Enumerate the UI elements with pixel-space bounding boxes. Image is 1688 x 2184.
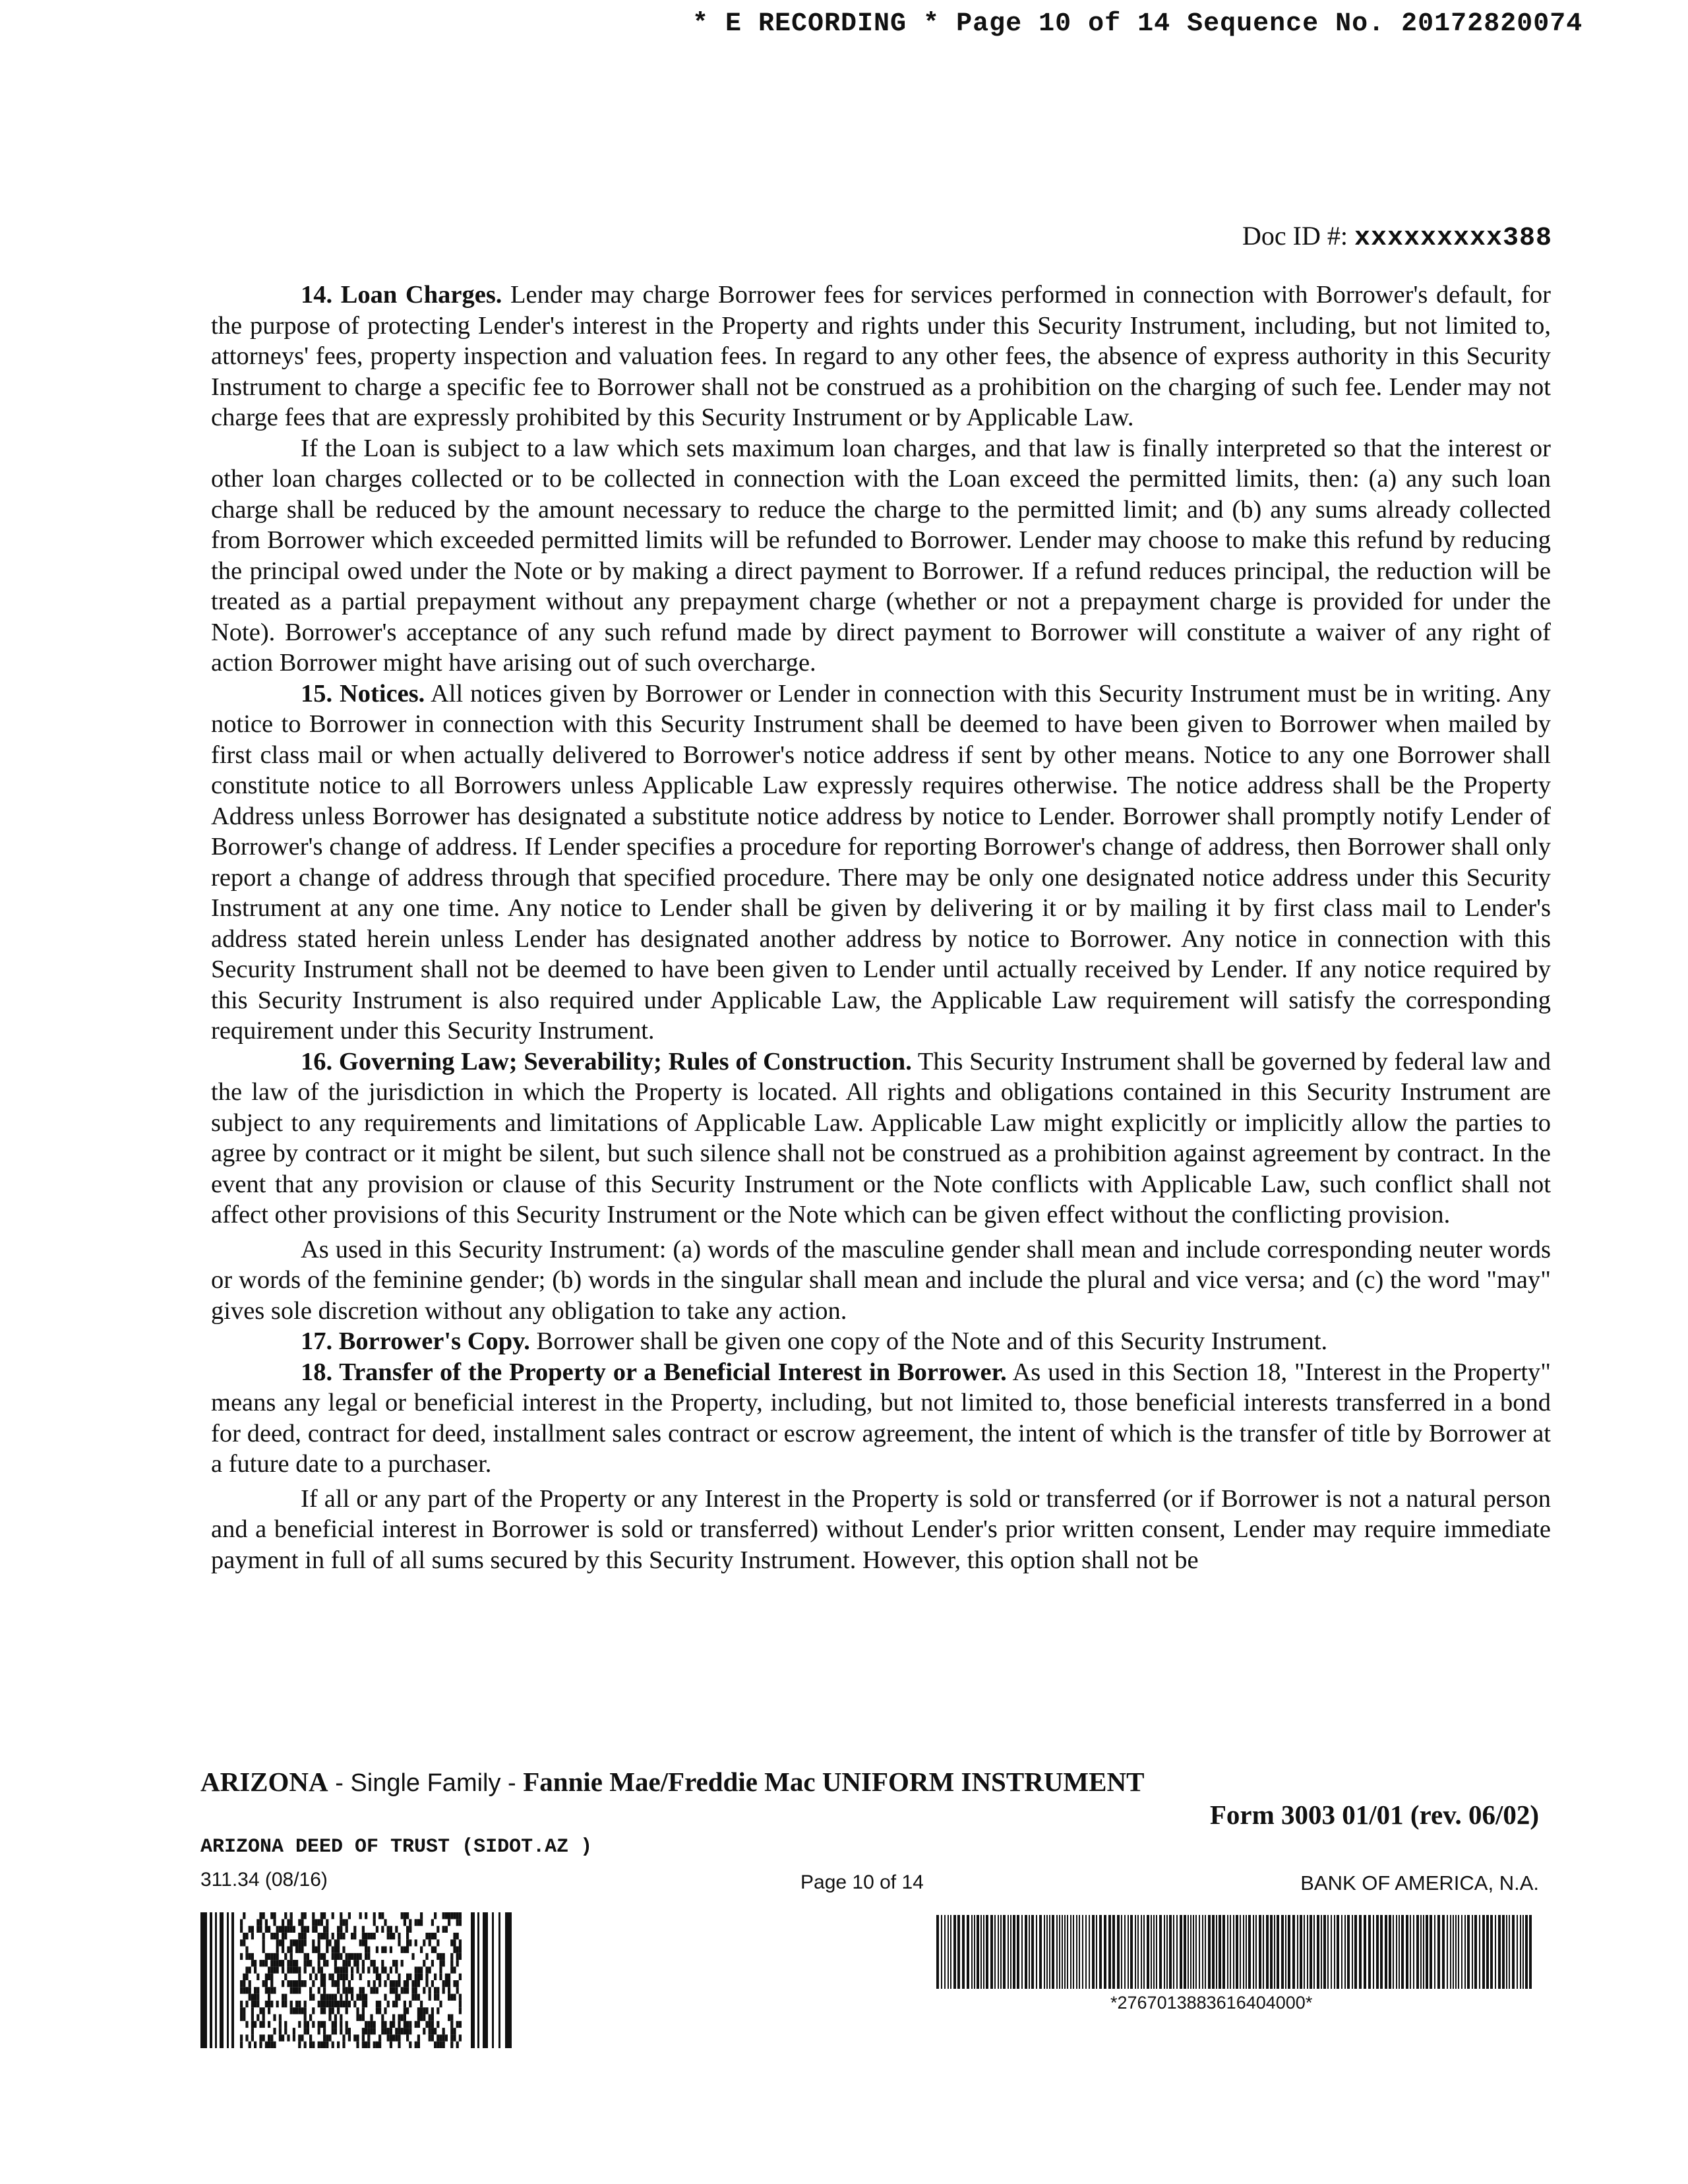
doc-id bbox=[1242, 220, 1552, 253]
recording-header: * E RECORDING * Page 10 of 14 Sequence No. 20172820074 bbox=[692, 9, 1583, 39]
section-17-text: Borrower shall be given one copy of the Note and of this Security Instrument. bbox=[529, 1327, 1328, 1355]
bank-name: BANK OF AMERICA, N.A. bbox=[1300, 1871, 1539, 1895]
document-body bbox=[211, 280, 1551, 1575]
section-15-text: All notices given by Borrower or Lender in connection with this Security Instrument must be in writing. Any notice to Borrower in connection with this Security Instrument shall be deemed to have been given to Borrower when mailed by first class mail or when actually delivered to Borrower's notice address if sent by other means. Notice to any one Borrower shall constitute notice to all Borrowers unless Applicable Law expressly requires otherwise. The notice address shall be the Property Address unless Borrower has designated a substitute notice address by notice to Lender. Borrower shall promptly notify Lender of Borrower's change of address. If Lender specifies a procedure for reporting Borrower's change of address, then Borrower shall only report a change of address through that specified procedure. There may be only one designated notice address under this Security Instrument at any one time. Any notice to Lender shall be given by delivering it or by mailing it by first class mail to Lender's address stated herein unless Lender has designated another address by notice to Borrower. Any notice in connection with this Security Instrument shall not be deemed to have been given to Lender until actually received by Lender. If any notice required by this Security Instrument is also required under Applicable Law, the Applicable Law requirement will satisfy the corresponding requirement under this Security Instrument. bbox=[211, 679, 1551, 1045]
doc-id-label: Doc ID #: bbox=[1242, 221, 1348, 251]
section-14-heading: 14. Loan Charges. bbox=[301, 281, 502, 309]
section-18-text: As used in this Section 18, "Interest in the Property" means any legal or beneficial interest in the Property, including, but not limited to, those beneficial interests transferred in a bond for deed, contract for deed, installment sales contract or escrow agreement, the intent of which is the transfer of title by Borrower at a future date to a purchaser. bbox=[211, 1358, 1551, 1478]
section-14-text: Lender may charge Borrower fees for services performed in connection with Borrower's default, for the purpose of protecting Lender's interest in the Property and rights under this Security Instrument, including, but not limited to, attorneys' fees, property inspection and valuation fees. In regard to any other fees, the absence of express authority in this Security Instrument to charge a specific fee to Borrower shall not be construed as a prohibition on the charging of such fee. Lender may not charge fees that are expressly prohibited by this Security Instrument or by Applicable Law. bbox=[211, 281, 1551, 431]
section-16-paragraph bbox=[211, 1046, 1551, 1230]
pdf417-barcode-icon bbox=[200, 1912, 517, 2048]
section-15-paragraph bbox=[211, 679, 1551, 1046]
footer-separator: - Single Family - bbox=[328, 1769, 524, 1797]
section-15-heading: 15. Notices. bbox=[301, 679, 425, 708]
section-16-text: This Security Instrument shall be governed by federal law and the law of the jurisdiction in which the Property is located. All rights and obligations contained in this Security Instrument are subject to any requirements and limitations of Applicable Law. Applicable Law might explicitly or implicitly allow the parties to agree by contract or it might be silent, but such silence shall not be construed as a prohibition against agreement by contract. In the event that any provision or clause of this Security Instrument or the Note conflicts with Applicable Law, such conflict shall not affect other provisions of this Security Instrument or the Note which can be given effect without the conflicting provision. bbox=[211, 1047, 1551, 1228]
section-16-heading: 16. Governing Law; Severability; Rules of Construction. bbox=[301, 1047, 912, 1076]
section-14-paragraph bbox=[211, 280, 1551, 433]
doc-id-value: xxxxxxxxx388 bbox=[1354, 224, 1552, 253]
footer-instrument-title bbox=[200, 1766, 1144, 1798]
barcode-number: *2767013883616404000* bbox=[1110, 1993, 1313, 2013]
section-18-paragraph-2: If all or any part of the Property or any Interest in the Property is sold or transferred (or if Borrower is not a natural person and a beneficial interest in Borrower is sold or transferred) without Lender's prior written consent, Lender may require immediate payment in full of all sums secured by this Security Instrument. However, this option shall not be bbox=[211, 1484, 1551, 1574]
form-id: Form 3003 01/01 (rev. 06/02) bbox=[1209, 1800, 1539, 1830]
footer-state: ARIZONA bbox=[200, 1767, 328, 1797]
section-18-paragraph bbox=[211, 1357, 1551, 1480]
section-16-paragraph-2: As used in this Security Instrument: (a) words of the masculine gender shall mean and include corresponding neuter words or words of the feminine gender; (b) words in the singular shall mean and include the plural and vice versa; and (c) the word "may" gives sole discretion without any obligation to take any action. bbox=[211, 1235, 1551, 1325]
page-number: Page 10 of 14 bbox=[800, 1871, 924, 1893]
footer-instrument: Fannie Mae/Freddie Mac UNIFORM INSTRUMENT bbox=[523, 1767, 1145, 1797]
section-17-paragraph bbox=[211, 1326, 1551, 1357]
section-18-heading: 18. Transfer of the Property or a Beneficial Interest in Borrower. bbox=[301, 1358, 1007, 1386]
section-17-heading: 17. Borrower's Copy. bbox=[301, 1327, 530, 1355]
section-14-paragraph-2: If the Loan is subject to a law which sets maximum loan charges, and that law is finally interpreted so that the interest or other loan charges collected or to be collected in connection with the Loan exceed the permitted limits, then: (a) any such loan charge shall be reduced by the amount necessary to reduce the charge to the permitted limit; and (b) any sums already collected from Borrower which exceeded permitted limits will be refunded to Borrower. Lender may choose to make this refund by reducing the principal owed under the Note or by making a direct payment to Borrower. If a refund reduces principal, the reduction will be treated as a partial prepayment without any prepayment charge (whether or not a prepayment charge is provided for under the Note). Borrower's acceptance of any such refund made by direct payment to Borrower will constitute a waiver of any right of action Borrower might have arising out of such overcharge. bbox=[211, 434, 1551, 677]
deed-name: ARIZONA DEED OF TRUST (SIDOT.AZ ) bbox=[200, 1836, 593, 1858]
form-code: 311.34 (08/16) bbox=[200, 1869, 328, 1891]
linear-barcode-icon bbox=[936, 1915, 1538, 1989]
